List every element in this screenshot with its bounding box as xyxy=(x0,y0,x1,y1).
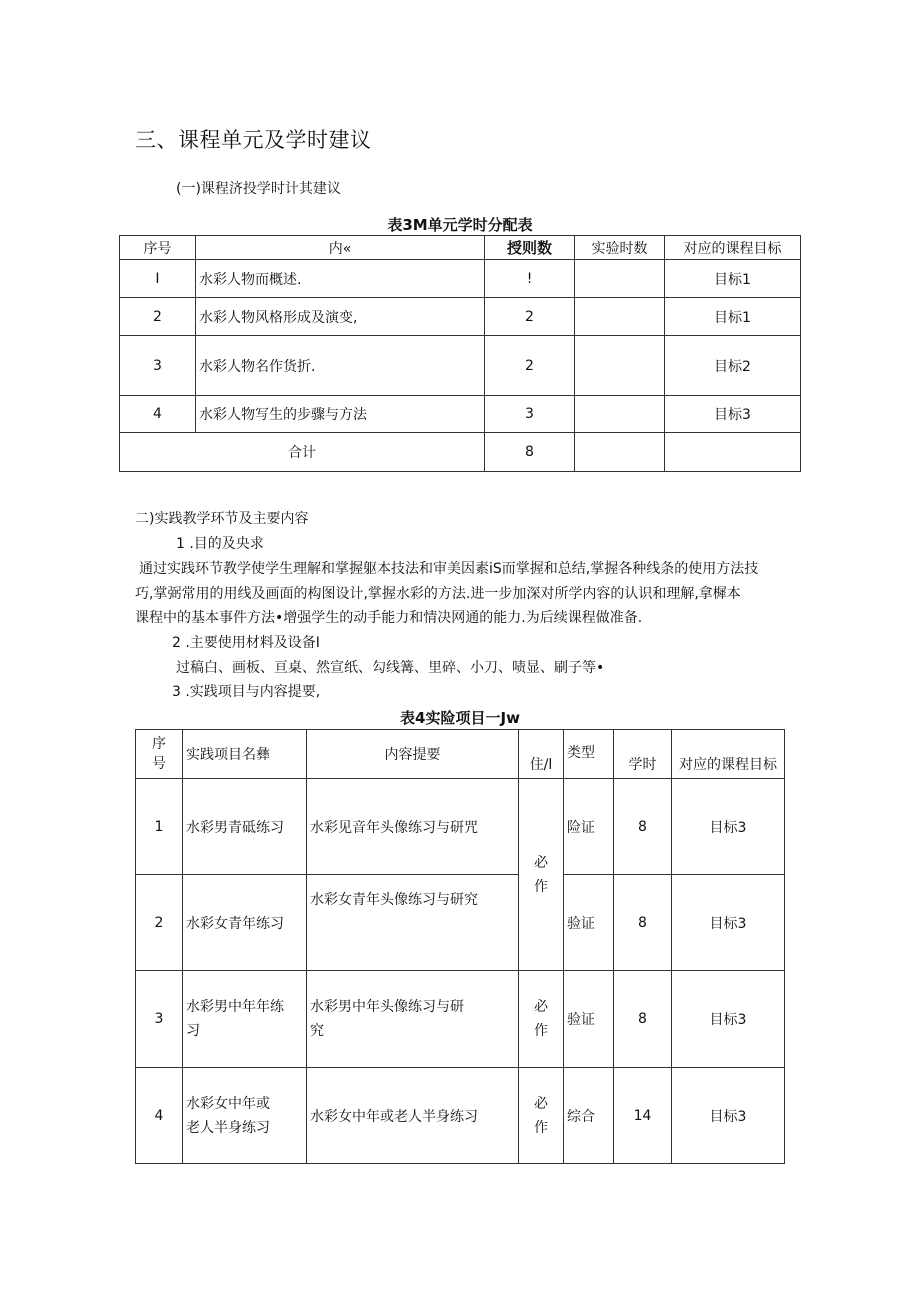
table4-header-goal: 对应的课程目标 xyxy=(672,730,785,779)
table-row xyxy=(136,971,785,1068)
table4-header-name: 实践项目名彝 xyxy=(183,730,307,779)
table4-cell-goal: 目标3 xyxy=(672,971,785,1068)
table3-cell-lab xyxy=(575,396,665,433)
table4-cell-content-line2: 究 xyxy=(310,1023,324,1039)
table-row xyxy=(136,875,785,971)
table3-cell-content: 水彩人物名作货折. xyxy=(196,336,485,396)
table4-cell-hours: 8 xyxy=(614,779,672,875)
table4-header-type: 类型 xyxy=(564,730,614,779)
table4-cell-goal: 目标3 xyxy=(672,875,785,971)
table4-req-line1: 必 xyxy=(534,854,548,871)
table4-cell-hours: 8 xyxy=(614,971,672,1068)
table4-cell-no: 2 xyxy=(136,875,183,971)
table3-total-label: 合计 xyxy=(120,433,485,472)
table3-header-hours: 授则数 xyxy=(485,236,575,260)
table4-cell-no: 1 xyxy=(136,779,183,875)
table-row xyxy=(136,1068,785,1164)
practice-item2-title: 2 .主要使用材料及设备I xyxy=(172,635,320,651)
table3-cell-hours: 2 xyxy=(485,336,575,396)
table4-cell-type: 验证 xyxy=(564,875,614,971)
practice-item1-title: 1 .目的及央求 xyxy=(176,536,264,552)
table4-header-hours: 学时 xyxy=(614,730,672,779)
table4-header-no-line1: 序 xyxy=(152,736,166,752)
table3-cell-hours: 3 xyxy=(485,396,575,433)
table3-cell-no: 3 xyxy=(120,336,196,396)
table4-cell-type: 险证 xyxy=(564,779,614,875)
table4-cell-hours: 14 xyxy=(614,1068,672,1164)
table-row xyxy=(120,260,801,298)
table3-cell-goal: 目标3 xyxy=(665,396,801,433)
practice-item1-line3: 课程中的基本事件方法•增强学生的动手能力和情决网通的能力.为后续课程做准备. xyxy=(135,610,643,626)
practice-item1-line2: 巧,掌弼常用的用线及画面的构图设计,掌握水彩的方法.进一步加深对所学内容的认识和理解,拿樨本 xyxy=(135,586,741,602)
practice-item3-title: 3 .实践项目与内容提要, xyxy=(172,684,321,700)
table4-cell-content: 水彩见音年头像练习与研咒 xyxy=(307,779,519,875)
table4-cell-name xyxy=(183,971,307,1068)
table-row xyxy=(120,336,801,396)
table4-cell-name-line1: 水彩男中年年练 xyxy=(186,999,284,1015)
table4-cell-no: 4 xyxy=(136,1068,183,1164)
table4-caption: 表4实险项目一Jw xyxy=(400,709,520,727)
table3-cell-hours: ! xyxy=(485,260,575,298)
table3-total-goal xyxy=(665,433,801,472)
table4-header-content: 内容提要 xyxy=(307,730,519,779)
table4-cell-req-merged xyxy=(519,779,564,971)
practice-item2-text: 过稿白、画板、亘桌、然宣纸、勾线篝、里碎、小刀、啧显、刷子等• xyxy=(176,660,605,676)
table3-cell-goal: 目标2 xyxy=(665,336,801,396)
table3-header-no: 序号 xyxy=(120,236,196,260)
table4-cell-req-line1: 必 xyxy=(534,1095,548,1112)
table4-cell-content: 水彩女青年头像练习与研究 xyxy=(307,875,519,971)
table-row xyxy=(120,396,801,433)
table4-cell-content: 水彩女中年或老人半身练习 xyxy=(307,1068,519,1164)
table4-header-req: 住/l xyxy=(519,730,564,779)
table3-cell-no: I xyxy=(120,260,196,298)
table3-total-hours: 8 xyxy=(485,433,575,472)
table4-cell-name-line2: 老人半身练习 xyxy=(186,1119,270,1136)
table3 xyxy=(119,235,801,472)
table3-cell-goal: 目标1 xyxy=(665,260,801,298)
table4-cell-req-line2: 作 xyxy=(534,1023,548,1039)
table-row xyxy=(136,779,785,875)
table3-header-goal: 对应的课程目标 xyxy=(665,236,801,260)
table4-req-line2: 作 xyxy=(534,878,548,895)
table3-cell-no: 2 xyxy=(120,298,196,336)
table3-cell-content: 水彩人物而概述. xyxy=(196,260,485,298)
table3-cell-hours: 2 xyxy=(485,298,575,336)
table4-cell-req-line2: 作 xyxy=(534,1119,548,1136)
table4 xyxy=(135,729,785,1164)
table3-header-row xyxy=(120,236,801,260)
table4-header-no-line2: 号 xyxy=(152,756,166,772)
subsection-title: (一)课程济投学时计其建议 xyxy=(176,181,341,197)
practice-heading: 二)实践教学环节及主要内容 xyxy=(135,511,309,527)
table4-cell-content xyxy=(307,971,519,1068)
table3-cell-lab xyxy=(575,260,665,298)
table3-cell-goal: 目标1 xyxy=(665,298,801,336)
section-title: 三、课程单元及学时建议 xyxy=(135,128,372,152)
table3-caption: 表3M单元学时分配表 xyxy=(387,216,533,234)
table3-total-lab xyxy=(575,433,665,472)
table4-cell-goal: 目标3 xyxy=(672,779,785,875)
table3-cell-content: 水彩人物风格形成及演变, xyxy=(196,298,485,336)
table3-cell-lab xyxy=(575,298,665,336)
table4-header-row xyxy=(136,730,785,779)
table-row xyxy=(120,298,801,336)
table4-header-no xyxy=(136,730,183,779)
practice-item1-line1: 通过实践环节教学使学生理解和掌握躯本技法和审美因素iS而掌握和总结,掌握各种线条的使用方法技 xyxy=(139,561,759,577)
table4-cell-name-line2: 习 xyxy=(186,1023,200,1039)
table4-cell-req-line1: 必 xyxy=(534,999,548,1015)
table4-cell-type: 综合 xyxy=(564,1068,614,1164)
table4-cell-type: 验证 xyxy=(564,971,614,1068)
table4-cell-goal: 目标3 xyxy=(672,1068,785,1164)
table4-cell-no: 3 xyxy=(136,971,183,1068)
table4-cell-req xyxy=(519,971,564,1068)
table3-cell-content: 水彩人物写生的步骤与方法 xyxy=(196,396,485,433)
table3-cell-no: 4 xyxy=(120,396,196,433)
table4-cell-req xyxy=(519,1068,564,1164)
table3-cell-lab xyxy=(575,336,665,396)
table3-header-content: 内« xyxy=(196,236,485,260)
table3-header-lab: 实验时数 xyxy=(575,236,665,260)
table4-cell-name xyxy=(183,1068,307,1164)
table4-cell-hours: 8 xyxy=(614,875,672,971)
table4-cell-name: 水彩男青砥练习 xyxy=(183,779,307,875)
table3-total-row xyxy=(120,433,801,472)
table4-cell-content-line1: 水彩男中年头像练习与研 xyxy=(310,999,464,1015)
table4-cell-name: 水彩女青年练习 xyxy=(183,875,307,971)
table4-cell-name-line1: 水彩女中年或 xyxy=(186,1095,270,1112)
